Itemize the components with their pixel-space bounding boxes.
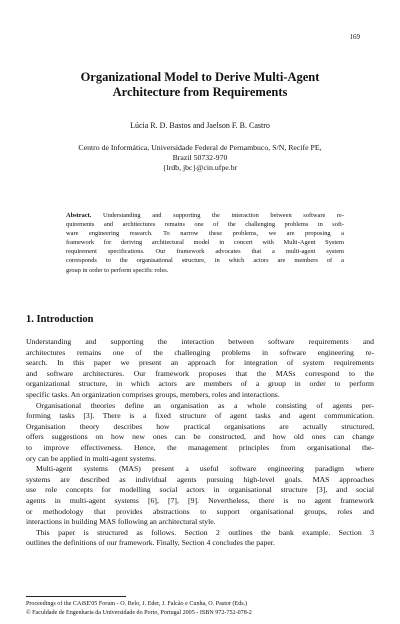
body-line: outlines the definitions of our framework. Finally, Section 4 concludes the paper. xyxy=(26,538,275,548)
body-line: and software architectures. Our framework proposes that the MASs correspond to the xyxy=(26,368,374,378)
body-line: search. In this paper we present an approach for integration of system requirements xyxy=(26,358,374,368)
body-line: Understanding and supporting the interaction between software requirements and xyxy=(26,337,374,346)
body-line: Organisational theories define an organisation as a whole consisting of agents per- xyxy=(36,400,374,410)
abstract-text: Understanding and supporting the interaction between software re- xyxy=(91,212,344,219)
body-line: to improve effectiveness. Hence, the management principles from organisational the- xyxy=(26,442,374,452)
body-line: interactions in building MAS following an architectural style. xyxy=(26,517,216,527)
body-line: Organisation theory describes how practical organisations are actually structured, xyxy=(26,421,374,431)
body-line: agents in multi-agent systems [6], [7], [9]. Nevertheless, there is no agent framework xyxy=(26,495,374,505)
body-line: This paper is structured as follows. Section 2 outlines the bank example. Section 3 xyxy=(36,527,374,537)
title-line: Architecture from Requirements xyxy=(112,85,288,99)
abstract-line: quirements and architectures remains one of the challenging problems in soft- xyxy=(66,221,344,229)
body-line: Multi-agent systems (MAS) present a useful software engineering paradigm where xyxy=(36,464,374,474)
title-line: Organizational Model to Derive Multi-Agent xyxy=(80,70,320,84)
footer-divider xyxy=(26,596,126,597)
affiliation xyxy=(40,143,360,173)
page-number: 169 xyxy=(349,33,360,41)
section-body xyxy=(26,337,374,549)
body-line: offers suggestions on how new ones can be constructed, and how old ones can change xyxy=(26,432,374,442)
affiliation-line: Centro de Informática, Universidade Federal de Pernambuco, S/N, Recife PE, xyxy=(78,143,322,152)
authors: Lúcia R. D. Bastos and Jaelson F. B. Castro xyxy=(130,121,270,130)
paper-title xyxy=(40,70,360,100)
abstract-label: Abstract. xyxy=(66,212,92,219)
section-heading: 1. Introduction xyxy=(26,314,94,325)
footer-line: Proceedings of the CAiSE'05 Forum - O. Belo, J. Eder, J. Falcão e Cunha, O. Pastor (Eds.) xyxy=(26,601,248,607)
body-line: organizational structure, in which actors are members of a group in order to perform xyxy=(26,379,374,389)
body-line: use role concepts for modelling social actors in organisational structure [3], and social xyxy=(26,485,374,495)
body-line: systems are described as individual agents pursuing high-level goals. MAS approaches xyxy=(26,474,374,484)
abstract-line xyxy=(66,211,344,220)
footer xyxy=(26,600,374,617)
abstract-line: ware engineering research. To narrow these problems, we are proposing a xyxy=(66,230,344,238)
abstract-line: framework for deriving architectural model in concert with Multi-Agent System xyxy=(66,239,344,247)
abstract-line: group in order to perform specific roles. xyxy=(66,266,169,274)
affiliation-line: Brazil 50732-970 xyxy=(172,153,228,162)
footer-line: © Faculdade de Engenharia da Universidade do Porto, Portugal 2005 - ISBN 972-752-078-2 xyxy=(26,609,252,616)
abstract xyxy=(66,211,344,275)
email-line: {lrdb, jbc}@cin.ufpe.br xyxy=(162,163,238,172)
body-line: specific tasks. An organization comprises groups, members, roles and interactions. xyxy=(26,389,280,399)
body-line: architectures remains one of the challenging problems in software engineering re- xyxy=(26,347,374,357)
body-line: ory can be applied in multi-agent systems. xyxy=(26,453,157,463)
abstract-line: corresponds to the organisational structure, in which actors are members of a xyxy=(66,257,344,265)
body-line: forming tasks [3]. There is a fixed structure of agent tasks and agent communication. xyxy=(26,411,374,421)
abstract-line: requirement specifications. Our framework advocates that a multi-agent system xyxy=(66,248,344,256)
body-line: or methodology that provides abstractions to support organisational groups, roles and xyxy=(26,506,374,516)
